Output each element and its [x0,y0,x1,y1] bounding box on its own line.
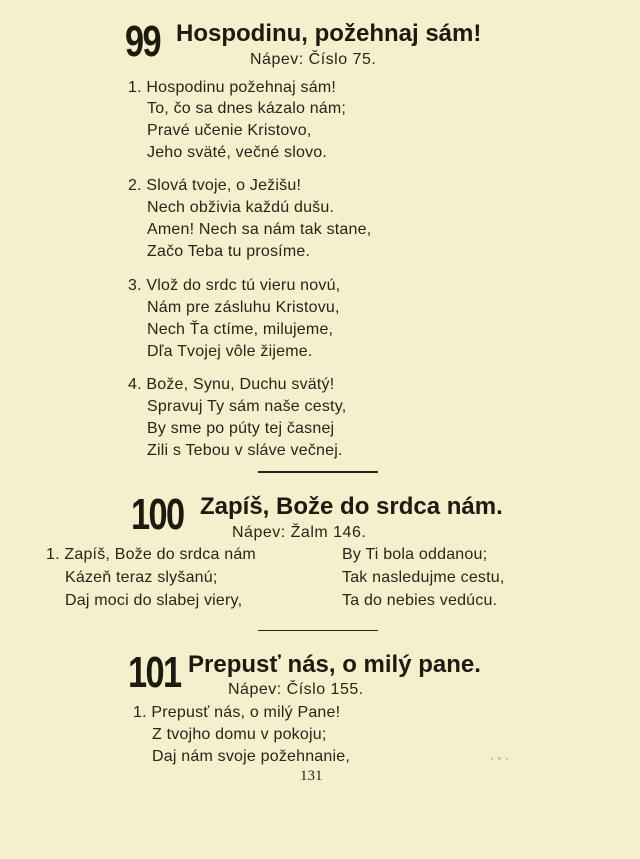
hymn-99-verse-1-line-4: Jeho sväté, večné slovo. [147,144,328,161]
hymn-101-number: 101 [128,648,181,697]
hymn-100-left-line-2: Kázeň teraz slyšanú; [65,569,218,586]
hymn-99-verse-4-line-1: 4. Bože, Synu, Duchu svätý! [128,376,335,393]
hymn-99-verse-1-line-3: Pravé učenie Kristovo, [147,122,312,139]
hymn-99-tune: Nápev: Číslo 75. [250,51,377,68]
hymn-99-verse-1-line-2: To, čo sa dnes kázalo nám; [147,100,347,117]
hymn-99-verse-2-line-2: Nech obživia každú dušu. [147,199,335,216]
hymn-99-verse-3-line-1: 3. Vlož do srdc tú vieru novú, [128,277,341,294]
hymn-99-number: 99 [125,17,161,66]
hymn-101-title: Prepusť nás, o milý pane. [188,651,481,678]
hymn-100-left-line-1: 1. Zapíš, Bože do srdca nám [46,546,256,563]
hymn-99-verse-4-line-4: Zili s Tebou v sláve večnej. [147,442,343,459]
section-divider [258,471,378,473]
hymn-99-verse-3-line-2: Nám pre zásluhu Kristovu, [147,299,340,316]
hymn-99-verse-2-line-1: 2. Slová tvoje, o Ježišu! [128,177,302,194]
hymn-101-tune: Nápev: Číslo 155. [228,681,364,698]
hymn-100-tune: Nápev: Žalm 146. [232,524,367,541]
hymn-100-right-line-3: Ta do nebies vedúcu. [342,592,498,609]
hymn-100-right-line-2: Tak nasledujme cestu, [342,569,505,586]
page-number: 131 [300,768,323,784]
hymn-101-verse-1-line-1: 1. Prepusť nás, o milý Pane! [133,704,341,721]
hymn-99-verse-3-line-4: Dľa Tvojej vôle žijeme. [147,343,313,360]
ink-smudge: · ◦ · [490,751,509,765]
hymn-99-verse-3-line-3: Nech Ťa ctíme, milujeme, [147,321,334,338]
hymn-100-title: Zapíš, Bože do srdca nám. [200,493,503,520]
hymn-99-verse-4-line-3: By sme po púty tej časnej [147,420,335,437]
hymn-99-verse-2-line-4: Začo Teba tu prosíme. [147,243,311,260]
hymn-101-verse-1-line-3: Daj nám svoje požehnanie, [152,748,351,765]
hymn-99-verse-2-line-3: Amen! Nech sa nám tak stane, [147,221,372,238]
hymn-100-number: 100 [131,490,184,539]
hymn-99-verse-1-line-1: 1. Hospodinu požehnaj sám! [128,79,336,96]
hymn-100-right-line-1: By Ti bola oddanou; [342,546,488,563]
hymn-101-verse-1-line-2: Z tvojho domu v pokoju; [152,726,327,743]
hymn-100-left-line-3: Daj moci do slabej viery, [65,592,243,609]
hymn-99-title: Hospodinu, požehnaj sám! [176,20,482,47]
section-divider [258,630,378,631]
hymn-99-verse-4-line-2: Spravuj Ty sám naše cesty, [147,398,347,415]
